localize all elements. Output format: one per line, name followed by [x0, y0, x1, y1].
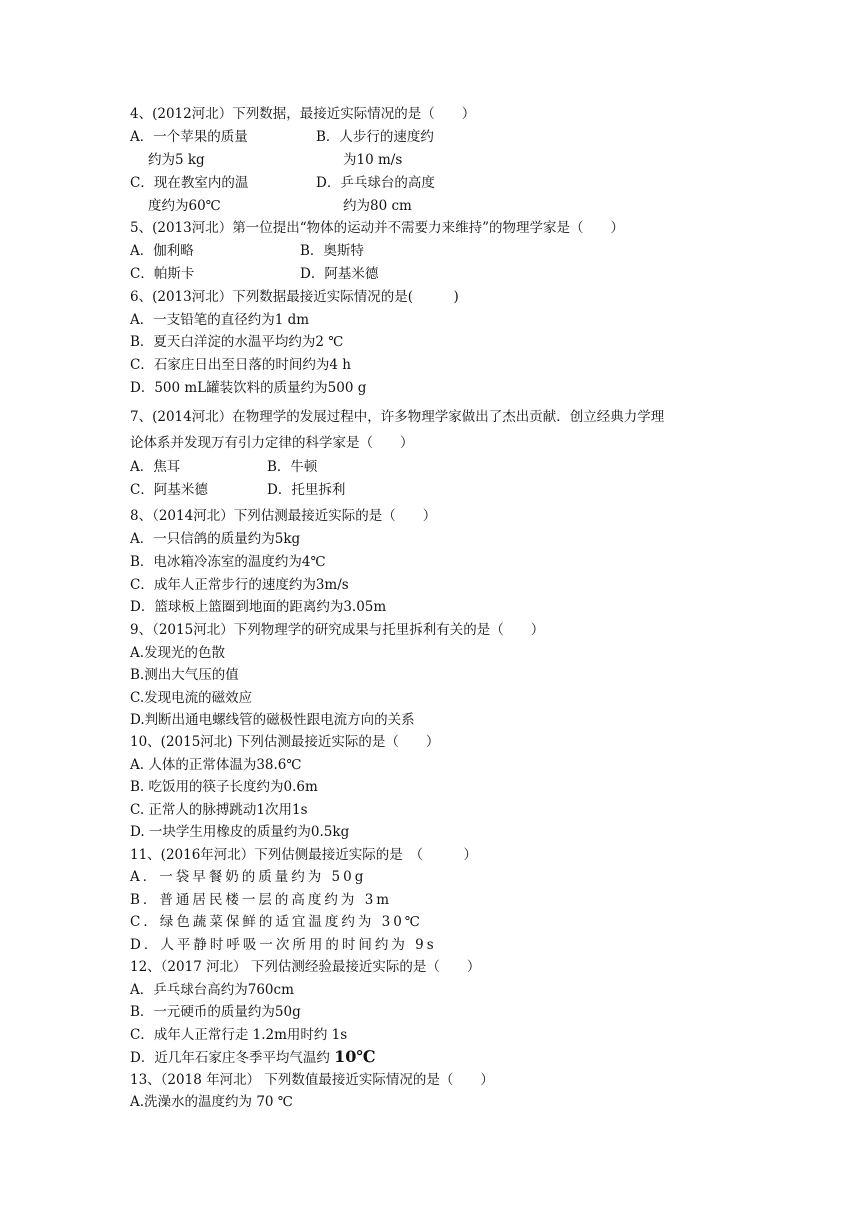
q4-option-a-line2: 约为5 kg	[148, 152, 205, 168]
q5-option-d: D．阿基米德	[300, 266, 379, 282]
q7-option-a: A．焦耳	[130, 459, 181, 475]
q6-option-a: A．一支铅笔的直径约为1 dm	[130, 312, 310, 328]
q7-option-b: B．牛顿	[267, 459, 318, 475]
q11-option-d: D．人平静时呼吸一次所用的时间约为 9s	[130, 937, 437, 953]
q11-option-b: B．普通居民楼一层的高度约为 3m	[130, 892, 393, 908]
q7-option-d: D．托里拆利	[267, 482, 346, 498]
q11-option-a: A．一袋早餐奶的质量约为 50g	[130, 869, 367, 885]
q4-option-c-line1: C．现在教室内的温	[130, 175, 249, 191]
question-13-stem: 13、（2018 年河北） 下列数值最接近实际情况的是（ ）	[130, 1072, 494, 1088]
question-6-stem: 6、(2013河北）下列数据最接近实际情况的是( )	[130, 289, 459, 305]
q12-option-a: A．乒乓球台高约为760cm	[130, 982, 294, 998]
question-7-stem-line2: 论体系并发现万有引力定律的科学家是（ ）	[130, 435, 414, 451]
q4-option-d-line2: 约为80 cm	[343, 198, 412, 214]
question-8-stem: 8、（2014河北）下列估测最接近实际的是（ ）	[130, 508, 437, 524]
q13-option-a: A.洗澡水的温度约为 70 ℃	[130, 1094, 293, 1110]
q5-option-a: A．伽利略	[130, 243, 194, 259]
q6-option-c: C．石家庄日出至日落的时间约为4 h	[130, 357, 351, 373]
q6-option-b: B．夏天白洋淀的水温平均约为2 ℃	[130, 334, 344, 350]
q11-option-c: C．绿色蔬菜保鲜的适宜温度约为 30℃	[130, 914, 423, 930]
q4-option-b-line2: 为10 m/s	[343, 152, 403, 168]
q9-option-c: C.发现电流的磁效应	[130, 690, 253, 706]
q12-option-d-value: 10℃	[334, 1047, 376, 1066]
q9-option-d: D.判断出通电螺线管的磁极性跟电流方向的关系	[130, 712, 415, 728]
q9-option-a: A.发现光的色散	[130, 645, 226, 661]
q4-option-d-line1: D．乒乓球台的高度	[316, 175, 435, 191]
q8-option-a: A．一只信鸽的质量约为5kg	[130, 531, 301, 547]
question-4-stem: 4、(2012河北）下列数据，最接近实际情况的是（ ）	[130, 106, 476, 122]
q10-option-c: C. 正常人的脉搏跳动1次用1s	[130, 802, 308, 818]
q8-option-d: D．篮球板上篮圈到地面的距离约为3.05m	[130, 599, 387, 615]
q8-option-b: B．电冰箱冷冻室的温度约为4℃	[130, 554, 326, 570]
q4-option-b-line1: B．人步行的速度约	[316, 129, 434, 145]
question-9-stem: 9、（2015河北）下列物理学的研究成果与托里拆利有关的是（ ）	[130, 622, 545, 638]
question-12-stem: 12、（2017 河北） 下列估测经验最接近实际的是（ ）	[130, 959, 481, 975]
question-10-stem: 10、(2015河北) 下列估测最接近实际的是（ ）	[130, 734, 440, 750]
q5-option-c: C．帕斯卡	[130, 266, 195, 282]
question-7-stem-line1: 7、(2014河北）在物理学的发展过程中，许多物理学家做出了杰出贡献．创立经典力学理	[130, 409, 665, 425]
q8-option-c: C．成年人正常步行的速度约为3m/s	[130, 577, 349, 593]
q12-option-b: B．一元硬币的质量约为50g	[130, 1004, 301, 1020]
question-5-stem: 5、(2013河北）第一位提出“物体的运动并不需要力来维持”的物理学家是（ ）	[130, 220, 625, 236]
q6-option-d: D．500 mL罐装饮料的质量约为500 g	[130, 380, 367, 396]
q12-option-d	[130, 1048, 376, 1067]
q12-option-c: C．成年人正常行走 1.2m用时约 1s	[130, 1027, 348, 1043]
question-11-stem: 11、(2016年河北）下列估侧最接近实际的是 （ ）	[130, 847, 478, 863]
q4-option-a-line1: A．一个苹果的质量	[130, 129, 248, 145]
q12-option-d-text: D．近几年石家庄冬季平均气温约	[130, 1050, 330, 1066]
q10-option-b: B. 吃饭用的筷子长度约为0.6m	[130, 779, 318, 795]
q9-option-b: B.测出大气压的值	[130, 667, 239, 683]
q10-option-a: A. 人体的正常体温为38.6℃	[130, 757, 302, 773]
q7-option-c: C．阿基米德	[130, 482, 208, 498]
q5-option-b: B．奥斯特	[300, 243, 364, 259]
q10-option-d: D. 一块学生用橡皮的质量约为0.5kg	[130, 824, 350, 840]
q4-option-c-line2: 度约为60℃	[148, 198, 221, 214]
